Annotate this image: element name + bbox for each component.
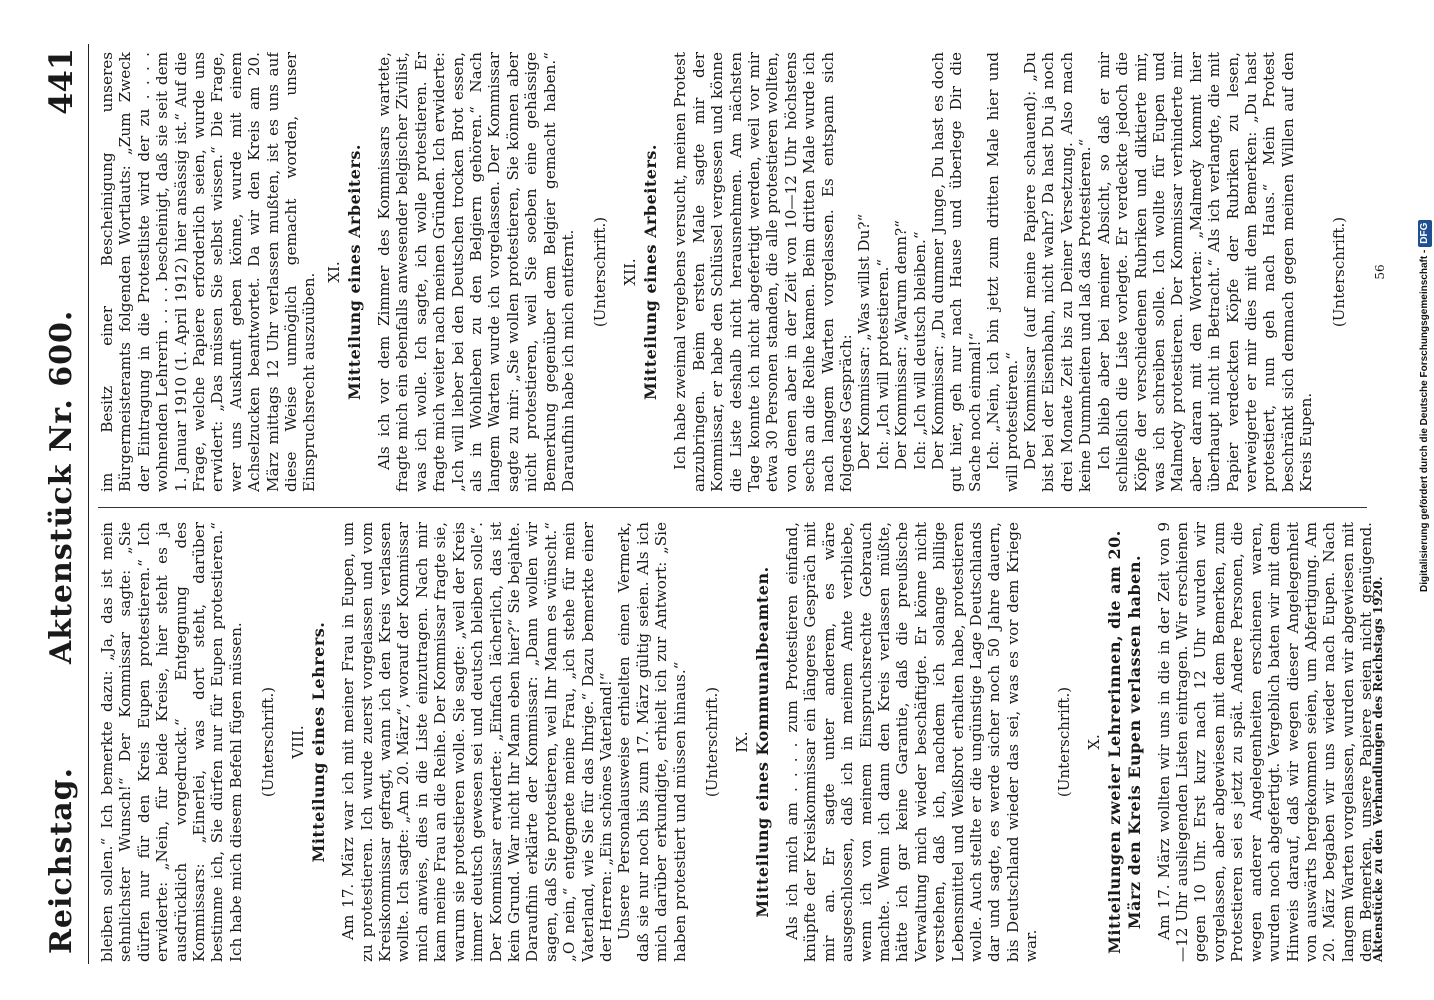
paragraph: Ich habe zweimal vergebens versucht, meinen Protest anzubringen. Beim ersten Male sagte mir der Kommissar, er habe den Schlüssel vergessen und könne die Liste deshalb nicht herausnehmen. Am nächsten Tage konnte ich nicht abgefertigt werden, weil vor mir etwa 30 Personen standen, die alle protestieren wollten, von denen aber in der Zeit von 10—12 Uhr höchstens sechs an die Reihe kamen. Beim dritten Male wurde ich nach langem Warten vorgelassen. Es entspann sich folgendes Gespräch: bbox=[671, 52, 855, 492]
signature: (Unterschrift.) bbox=[702, 686, 721, 798]
section-heading: Mitteilung eines Arbeiters. bbox=[344, 144, 364, 400]
signature: (Unterschrift.) bbox=[259, 686, 278, 798]
paragraph: Am 17. März wollten wir uns in die in der Zeit von 9—12 Uhr ausliegenden Listen eintragen. Wir erschienen gegen 10 Uhr. Erst kurz nach 12 Uhr wurden wir vorgelassen, aber abgewiesen mit dem Bemerken, zum Protestieren sei es jetzt zu spät. Andere Personen, die wegen anderer Angelegenheiten erschienen waren, wurden noch abgefertigt. Vergeblich baten wir mit dem Hinweis darauf, daß wir wegen dieser Angelegenheit von auswärts hergekommen seien, um Abfertigung. Am 20. März begaben wir uns wieder nach Eupen. Nach langem Warten vorgelassen, wurden wir abgewiesen mit dem Bemerken, unsere Papiere seien nicht genügend. bbox=[1154, 522, 1376, 962]
sheet-number: 56 bbox=[1373, 264, 1387, 280]
section-number: XII. bbox=[621, 258, 640, 286]
section-heading: Mitteilung eines Lehrers. bbox=[309, 621, 329, 863]
dialog-line: Der Kommissar: „Was willst Du?“ bbox=[855, 213, 874, 470]
dialog-line: Ich: „Ich will protestieren.“ bbox=[873, 258, 892, 470]
paragraph: Als ich vor dem Zimmer des Kommissars wartete, fragte mich ein ebenfalls anwesender belgischer Zivilist, was ich wolle. Ich sagte, ich wolle protestieren. Er fragte mich weiter nach meinen Gründen. Ich erwiderte: „Ich will lieber bei den Deutschen trocken Brot essen, als in Wohlleben zu den Belgiern gehören.“ Nach langem Warten wurde ich vorgelassen. Der Kommissar sagte zu mir: „Sie wollen protestieren, Sie können aber nicht protestieren, weil Sie soeben eine gehässige Bemerkung gegenüber dem Belgier gemacht haben.“ Daraufhin habe ich mich entfernt. bbox=[374, 52, 577, 492]
section-number: IX. bbox=[732, 731, 751, 753]
dialog-line: Ich: „Nein, ich bin jetzt zum dritten Male hier und will protestieren.“ bbox=[984, 52, 1021, 492]
section-number: VIII. bbox=[289, 725, 308, 759]
paragraph: Ich blieb aber bei meiner Absicht, so daß er mir schließlich die Liste vorlegte. Er verdeckte jedoch die Köpfe der verschiedenen Rubriken und diktierte mir, was ich schreiben solle. Ich wollte für Eupen und Malmedy protestieren. Der Kommissar verhinderte mir aber daran mit den Worten: „Malmedy kommt hier überhaupt nicht in Betracht.“ Als ich verlangte, die mit Papier verdeckten Köpfe der Rubriken zu lesen, verweigerte er mir dies mit dem Bemerken: „Du hast protestiert, nun geh nach Haus.“ Mein Protest beschränkt sich demnach gegen meinen Willen auf den Kreis Eupen. bbox=[1094, 52, 1316, 492]
page-number: 441 bbox=[42, 48, 80, 115]
paragraph: Als ich mich am . . . . zum Protestieren einfand, knüpfte der Kreiskommissar ein längeres Gespräch mit mir an. Er sagte unter anderem, es wäre ausgeschlossen, daß ich in meinem Amte verbliebe, wenn ich von meinem Einspruchsrechte Gebrauch machte. Wenn ich dann den Kreis verlassen müßte, hätte ich gar keine Garantie, daß die preußische Verwaltung mich wieder beschäftigte. Er könne nicht verstehen, daß ich, nachdem ich solange billige Lebensmittel und Weißbrot erhalten habe, protestieren wolle. Auch stellte er die ungünstige Lage Deutschlands dar und sagte, es werde sicher noch 50 Jahre dauern, bis Deutschland wieder das sei, was es vor dem Kriege war. bbox=[782, 522, 1041, 962]
paragraph: Unsere Personalausweise erhielten einen Vermerk, daß sie nur noch bis zum 17. März gültig seien. Als ich mich darüber erkundigte, erhielt ich zur Antwort: „Sie haben protestiert und müssen hinaus.“ bbox=[615, 522, 689, 962]
dialog-line: Der Kommissar: „Du dummer Junge, Du hast es doch gut hier, geh nur nach Hause und überlege Dir die Sache noch einmal!“ bbox=[929, 52, 984, 492]
left-continuation: bleiben sollen.“ Ich bemerkte dazu: „Ja, das ist mein sehnlichster Wunsch!“ Der Kommissar sagte: „Sie dürfen nur für den Kreis Eupen protestieren.“ Ich erwiderte: „Nein, für beide Kreise, hier steht es ja ausdrücklich vorgedruckt.“ Entgegnung des Kommissars: „Einerlei, was dort steht, darüber bestimme ich, Sie dürfen nur für Eupen protestieren.“ Ich habe mich diesem Befehl fügen müssen. bbox=[98, 522, 245, 962]
signature: (Unterschrift.) bbox=[591, 216, 610, 328]
column-divider bbox=[98, 507, 1367, 508]
page-header bbox=[42, 44, 89, 964]
dfg-logo: DFG bbox=[1418, 220, 1432, 247]
section-heading: Mitteilungen zweier Lehrerinnen, die am 20. März den Kreis Eupen verlassen haben. bbox=[1104, 530, 1144, 954]
footnote: Aktenstücke zu den Verhandlungen des Reichstags 1920. bbox=[1371, 576, 1385, 962]
right-column bbox=[98, 52, 1377, 492]
signature: (Unterschrift.) bbox=[1054, 686, 1073, 798]
dialog-line: Der Kommissar: „Warum denn?“ bbox=[892, 220, 911, 470]
dialog-line: Der Kommissar (auf meine Papiere schauend): „Du bist bei der Eisenbahn, nicht wahr? Da hast Du ja noch drei Monate Zeit bis zu Deiner Versetzung. Also mach keine Dummheiten und laß das Protestieren.“ bbox=[1021, 52, 1095, 492]
section-number: XI. bbox=[324, 261, 343, 283]
left-column bbox=[98, 522, 1377, 962]
section-number: X. bbox=[1084, 734, 1103, 750]
header-left: Reichstag. bbox=[44, 766, 79, 954]
section-heading: Mitteilung eines Kommunalbeamten. bbox=[752, 566, 772, 918]
document-page bbox=[42, 44, 1387, 964]
dialog-line: Ich: „Ich will deutsch bleiben.“ bbox=[910, 231, 929, 470]
header-title: Aktenstück Nr. 600. bbox=[44, 309, 79, 664]
right-continuation: im Besitz einer Bescheinigung unseres Bürgermeisteramts folgenden Wortlauts: „Zum Zweck der Eintragung in die Protestliste wird der zu . . . . wohnenden Lehrerin . . . . bescheinigt, daß sie seit dem 1. Januar 1910 (1. April 1912) hier ansässig ist.“ Auf die Frage, welche Papiere erforderlich seien, wurde uns erwidert: „Das müssen Sie selbst wissen.“ Die Frage, wer uns Auskunft geben könne, wurde mit einem Achselzucken beantwortet. Da wir den Kreis am 20. März mittags 12 Uhr verlassen mußten, ist es uns auf diese Weise unmöglich gemacht worden, unser Einspruchsrecht auszuüben. bbox=[98, 52, 319, 492]
signature: (Unterschrift.) bbox=[1329, 216, 1348, 328]
funding-text: Digitalisierung gefördert durch die Deutsche Forschungsgemeinschaft - bbox=[1419, 249, 1430, 592]
funding-stamp bbox=[1418, 6, 1432, 592]
section-heading: Mitteilung eines Arbeiters. bbox=[641, 144, 661, 400]
paragraph: Am 17. März war ich mit meiner Frau in Eupen, um zu protestieren. Ich wurde zuerst vorgelassen und vom Kreiskommissar gefragt, wann ich den Kreis verlassen wollte. Ich sagte: „Am 20. März“, worauf der Kommissar mich anwies, dies in die Liste einzutragen. Nach mir kam meine Frau an die Reihe. Der Kommissar fragte sie, warum sie protestieren wolle. Sie sagte: „weil der Kreis immer deutsch gewesen sei und deutsch bleiben solle“. Der Kommissar erwiderte: „Einfach lächerlich, das ist kein Grund. War nicht Ihr Mann eben hier?“ Sie bejahte. Daraufhin erklärte der Kommissar: „Dann wollen wir sagen, daß Sie protestieren, weil Ihr Mann es wünscht.“ „O nein,“ entgegnete meine Frau, „ich stehe für mein Vaterland, wie Sie für das Ihrige.“ Dazu bemerkte einer der Herren: „Ein schönes Vaterland!“ bbox=[339, 522, 615, 962]
